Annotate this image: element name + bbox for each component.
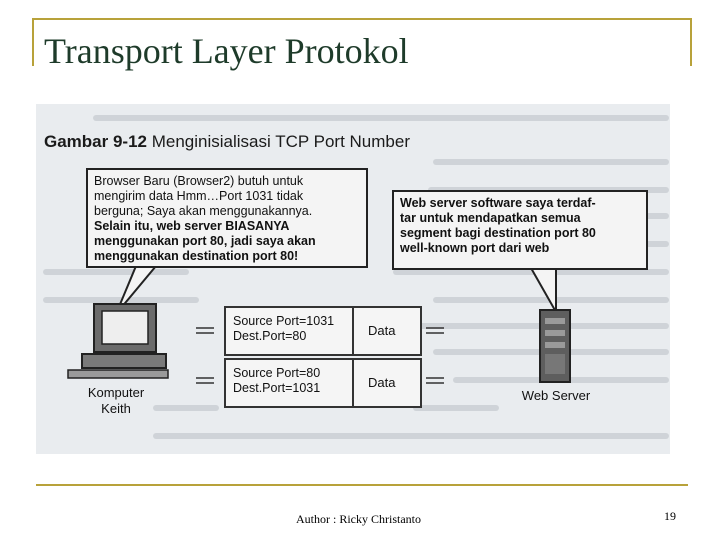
slide-title: Transport Layer Protokol	[44, 31, 409, 71]
server-callout-line: tar untuk mendapatkan semua	[400, 211, 581, 225]
client-label-line: Komputer	[87, 385, 145, 400]
client-callout-bold-line: menggunakan destination port 80!	[94, 249, 299, 263]
footer-author: Author : Ricky Christanto	[296, 512, 421, 526]
segment-data: Data	[368, 375, 396, 390]
client-callout-bold-line: Selain itu, web server BIASANYA	[94, 219, 290, 233]
tcp-segment-client-to-server	[224, 306, 422, 356]
tcp-segment-server-to-client	[224, 358, 422, 408]
figure-caption-text: Menginisialisasi TCP Port Number	[151, 132, 410, 151]
web-server-label: Web Server	[521, 388, 591, 403]
dest-port: Dest.Port=1031	[233, 381, 321, 395]
server-callout-line: well-known port dari web	[400, 241, 550, 255]
segment-header	[226, 360, 354, 406]
figure-caption-number: Gambar 9-12	[44, 132, 147, 151]
server-callout-line: segment bagi destination port 80	[400, 226, 596, 240]
dest-port: Dest.Port=80	[233, 329, 307, 343]
client-callout	[86, 168, 368, 268]
server-icon	[530, 308, 580, 388]
frame-right-line	[690, 18, 692, 66]
server-callout	[392, 190, 648, 270]
scanned-figure	[36, 104, 670, 454]
page-number: 19	[664, 509, 676, 523]
server-callout-line: Web server software saya terdaf-	[400, 196, 596, 210]
client-callout-line: mengirim data Hmm…Port 1031 tidak	[94, 189, 304, 203]
frame-left-line	[32, 18, 34, 66]
segment-data: Data	[368, 323, 396, 338]
frame-top-line	[32, 18, 692, 20]
frame-bottom-line	[36, 484, 688, 486]
client-computer-label	[66, 385, 166, 417]
source-port: Source Port=80	[233, 366, 321, 380]
client-callout-bold-line: menggunakan port 80, jadi saya akan	[94, 234, 316, 248]
client-callout-line: berguna; Saya akan menggunakannya.	[94, 204, 313, 218]
source-port: Source Port=1031	[233, 314, 335, 328]
client-label-line: Keith	[101, 401, 131, 416]
client-callout-line: Browser Baru (Browser2) butuh untuk	[94, 174, 304, 188]
computer-icon	[64, 300, 174, 380]
segment-header	[226, 308, 354, 354]
